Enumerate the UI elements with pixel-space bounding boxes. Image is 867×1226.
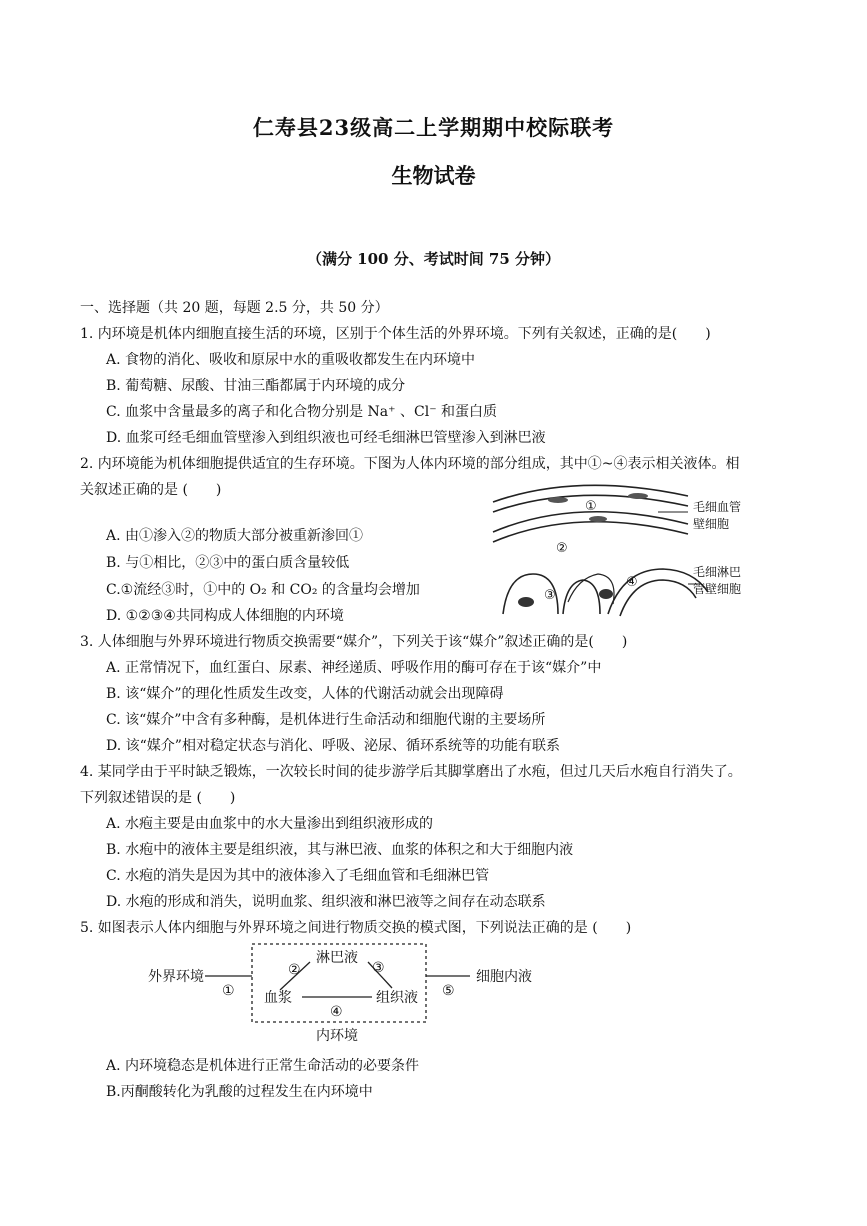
question-4-stem-cont: 下列叙述错误的是 ( ) <box>80 790 236 806</box>
lymph-wall-label: 毛细淋巴 <box>693 565 742 579</box>
label-3: ③ <box>544 588 556 603</box>
num-4: ④ <box>330 1004 343 1020</box>
question-4-option-c: C. 水疱的消失是因为其中的液体渗入了毛细血管和毛细淋巴管 <box>106 868 490 884</box>
question-2-option-a: A. 由①渗入②的物质大部分被重新渗回① <box>106 528 364 544</box>
num-1: ① <box>222 983 235 999</box>
question-2-stem: 2. 内环境能为机体细胞提供适宜的生存环境。下图为人体内环境的部分组成，其中①~④表示相关液体。相 <box>80 456 740 472</box>
outside-env-label: 外界环境 <box>148 969 204 985</box>
question-4-stem: 4. 某同学由于平时缺乏锻炼，一次较长时间的徒步游学后其脚掌磨出了水疱，但过几天后水疱自行消失了。 <box>80 764 742 780</box>
exam-meta: （满分 100 分、考试时间 75 分钟） <box>306 250 561 268</box>
question-2-stem-cont: 关叙述正确的是 ( ) <box>80 482 222 498</box>
question-3-stem: 3. 人体细胞与外界环境进行物质交换需要“媒介”，下列关于该“媒介”叙述正确的是( ) <box>80 634 628 650</box>
internal-env-label: 内环境 <box>316 1028 358 1044</box>
lymph-label: 淋巴液 <box>316 950 358 966</box>
capillary-wall-label: 毛细血管 <box>693 500 742 514</box>
subject-title: 生物试卷 <box>391 163 476 188</box>
question-2-option-b: B. 与①相比，②③中的蛋白质含量较低 <box>106 555 350 571</box>
intracellular-label: 细胞内液 <box>476 969 532 985</box>
exam-title: 仁寿县23级高二上学期期中校际联考 <box>252 115 615 140</box>
lymph-wall-label-2: 管壁细胞 <box>693 582 742 596</box>
num-2: ② <box>288 962 301 978</box>
question-5-option-a: A. 内环境稳态是机体进行正常生命活动的必要条件 <box>106 1058 420 1074</box>
question-4-option-d: D. 水疱的形成和消失，说明血浆、组织液和淋巴液等之间存在动态联系 <box>106 894 546 910</box>
question-1-stem: 1. 内环境是机体内细胞直接生活的环境，区别于个体生活的外界环境。下列有关叙述，正确的是( ) <box>80 326 711 342</box>
section-heading: 一、选择题（共 20 题，每题 2.5 分，共 50 分） <box>80 300 389 316</box>
num-5: ⑤ <box>442 983 455 999</box>
label-1: ① <box>585 499 597 514</box>
question-1-option-d: D. 血浆可经毛细血管壁渗入到组织液也可经毛细淋巴管壁渗入到淋巴液 <box>106 430 546 446</box>
question-5-stem: 5. 如图表示人体内细胞与外界环境之间进行物质交换的模式图，下列说法正确的是 ( ) <box>80 920 632 936</box>
question-3-option-a: A. 正常情况下，血红蛋白、尿素、神经递质、呼吸作用的酶可存在于该“媒介”中 <box>106 660 602 676</box>
exchange-diagram <box>140 940 560 1048</box>
question-4-option-b: B. 水疱中的液体主要是组织液，其与淋巴液、血浆的体积之和大于细胞内液 <box>106 842 574 858</box>
question-2-option-d: D. ①②③④共同构成人体细胞的内环境 <box>106 608 344 624</box>
label-2: ② <box>556 541 568 556</box>
label-4: ④ <box>626 575 638 590</box>
tissue-fluid-label: 组织液 <box>376 990 418 1006</box>
question-5-option-b: B.丙酮酸转化为乳酸的过程发生在内环境中 <box>106 1084 373 1100</box>
question-4-option-a: A. 水疱主要是由血浆中的水大量渗出到组织液形成的 <box>106 816 434 832</box>
question-3-option-d: D. 该“媒介”相对稳定状态与消化、呼吸、泌尿、循环系统等的功能有联系 <box>106 738 560 754</box>
plasma-label: 血浆 <box>264 990 292 1006</box>
question-3-option-b: B. 该“媒介”的理化性质发生改变，人体的代谢活动就会出现障碍 <box>106 686 504 702</box>
question-1-option-b: B. 葡萄糖、尿酸、甘油三酯都属于内环境的成分 <box>106 378 406 394</box>
question-3-option-c: C. 该“媒介”中含有多种酶，是机体进行生命活动和细胞代谢的主要场所 <box>106 712 546 728</box>
num-3: ③ <box>372 960 385 976</box>
capillary-wall-label-2: 壁细胞 <box>693 517 730 531</box>
question-1-option-c: C. 血浆中含量最多的离子和化合物分别是 Na⁺ 、Cl⁻ 和蛋白质 <box>106 404 498 420</box>
question-1-option-a: A. 食物的消化、吸收和原尿中水的重吸收都发生在内环境中 <box>106 352 476 368</box>
tissue-diagram <box>488 474 748 620</box>
question-2-option-c: C.①流经③时，①中的 O₂ 和 CO₂ 的含量均会增加 <box>106 582 420 598</box>
